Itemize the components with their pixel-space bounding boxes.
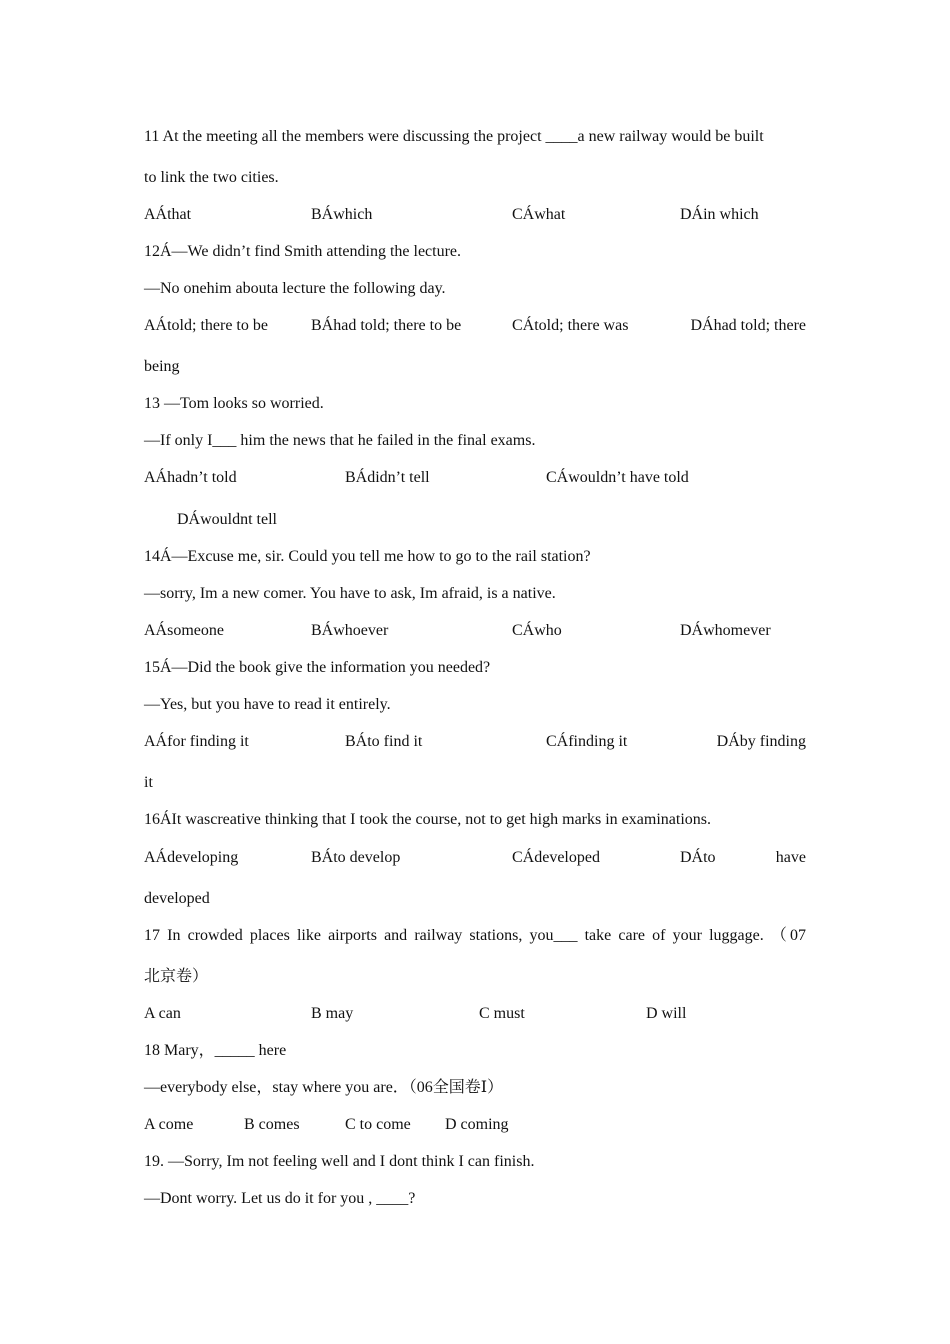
q16-option-d-word: have xyxy=(775,849,806,866)
q12-option-d-continued: being xyxy=(144,358,180,375)
q16-stem-line1: 16ÁIt wascreative thinking that I took the course, not to get high marks in examinations. xyxy=(144,811,711,828)
q19-stem-line2: —Dont worry. Let us do it for you , ____? xyxy=(144,1190,416,1207)
q13-option-b: BÁdidn’t tell xyxy=(345,469,430,486)
q11-stem-line2: to link the two cities. xyxy=(144,169,279,186)
q15-option-d-continued: it xyxy=(144,774,153,791)
q16-option-b: BÁto develop xyxy=(311,849,401,866)
q18-option-c: C to come xyxy=(345,1116,411,1133)
q13-stem-line1: 13 —Tom looks so worried. xyxy=(144,395,324,412)
q18-option-a: A come xyxy=(144,1116,194,1133)
q18-stem-line2: —everybody else，stay where you are．（06全国卷Ⅰ） xyxy=(144,1079,504,1096)
q15-option-c: CÁfinding it xyxy=(546,733,628,750)
q13-option-c: CÁwouldn’t have told xyxy=(546,469,689,486)
q14-option-a: AÁsomeone xyxy=(144,622,224,639)
q12-stem-line2: —No onehim abouta lecture the following day. xyxy=(144,280,446,297)
q16-option-c: CÁdeveloped xyxy=(512,849,600,866)
q19-stem-line1: 19. —Sorry, Im not feeling well and I dont think I can finish. xyxy=(144,1153,535,1170)
q11-option-c: CÁwhat xyxy=(512,206,566,223)
q15-stem-line1: 15Á—Did the book give the information you needed? xyxy=(144,659,491,676)
q11-stem-line1: 11 At the meeting all the members were discussing the project ____a new railway would be built xyxy=(144,128,764,145)
q17-option-a: A can xyxy=(144,1005,181,1022)
q12-option-a: AÁtold; there to be xyxy=(144,317,268,334)
q15-stem-line2: —Yes, but you have to read it entirely. xyxy=(144,696,391,713)
q16-option-d: DÁto xyxy=(680,849,716,866)
q12-option-b: BÁhad told; there to be xyxy=(311,317,462,334)
q12-option-d: DÁhad told; there xyxy=(690,317,806,334)
q11-option-b: BÁwhich xyxy=(311,206,373,223)
q17-option-d: D will xyxy=(646,1005,687,1022)
q11-option-a: AÁthat xyxy=(144,206,192,223)
q14-option-d: DÁwhomever xyxy=(680,622,771,639)
q14-option-b: BÁwhoever xyxy=(311,622,389,639)
q14-stem-line2: —sorry, Im a new comer. You have to ask, Im afraid, is a native. xyxy=(144,585,556,602)
q18-stem-line1: 18 Mary，_____ here xyxy=(144,1042,287,1059)
q17-stem-line2: 北京卷） xyxy=(144,968,209,985)
q17-option-c: C must xyxy=(479,1005,525,1022)
q15-option-d: DÁby finding xyxy=(716,733,806,750)
q17-option-b: B may xyxy=(311,1005,354,1022)
q18-option-d: D coming xyxy=(445,1116,509,1133)
q11-option-d: DÁin which xyxy=(680,206,759,223)
q16-option-d-continued: developed xyxy=(144,890,210,907)
q14-option-c: CÁwho xyxy=(512,622,562,639)
q13-option-d: DÁwouldnt tell xyxy=(177,511,277,528)
q15-option-a: AÁfor finding it xyxy=(144,733,249,750)
q12-stem-line1: 12Á—We didn’t find Smith attending the lecture. xyxy=(144,243,462,260)
q14-stem-line1: 14Á—Excuse me, sir. Could you tell me how to go to the rail station? xyxy=(144,548,591,565)
q13-stem-line2: —If only I___ him the news that he failed in the final exams. xyxy=(144,432,536,449)
q16-option-a: AÁdeveloping xyxy=(144,849,239,866)
q15-option-b: BÁto find it xyxy=(345,733,423,750)
q17-stem-line1: 17 In crowded places like airports and railway stations, you___ take care of your luggage. （07 xyxy=(144,927,806,944)
q18-option-b: B comes xyxy=(244,1116,300,1133)
q13-option-a: AÁhadn’t told xyxy=(144,469,237,486)
q12-option-c: CÁtold; there was xyxy=(512,317,629,334)
